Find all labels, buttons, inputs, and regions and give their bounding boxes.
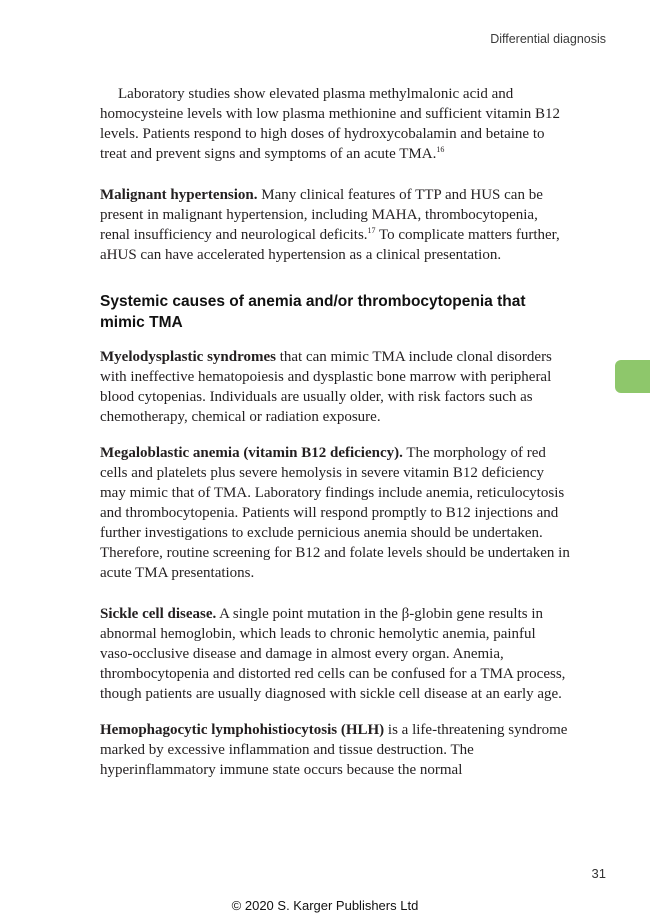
paragraph-text: The morphology of red cells and platelets plus severe hemolysis in severe vitamin B12 deficiency may mimic that of TMA. Laboratory findings include anemia, reticulocytosis and thrombocytopenia. Patients will respond promptly to B12 injections and further investigations to exclude pernicious anemia should be undertaken. Therefore, routine screening for B12 and folate levels should be undertaken in acute TMA presentations. [100,445,570,581]
paragraph-lead-term: Myelodysplastic syndromes [100,349,276,365]
copyright-notice: © 2020 S. Karger Publishers Ltd [231,898,419,913]
paragraph-text: Many clinical features of TTP and HUS can be present in malignant hypertension, including MAHA, thrombocytopenia, renal insufficiency and neurological deficits. [100,187,543,243]
paragraph-lab-studies [100,84,570,164]
paragraph-text: that can mimic TMA include clonal disorders with ineffective hematopoiesis and dysplastic bone marrow with peripheral blood cytopenias. Individuals are usually older, with risk factors such as chemotherapy, chemical or radiation exposure. [100,349,552,425]
page-number: 31 [591,866,606,881]
paragraph-megaloblastic [100,443,570,583]
paragraph-lead-term: Hemophagocytic lymphohistiocytosis (HLH) [100,722,385,738]
paragraph-lead-term: Malignant hypertension. [100,187,258,203]
paragraph-lead-term: Megaloblastic anemia (vitamin B12 deficiency). [100,445,403,461]
paragraph-text: is a life-threatening syndrome marked by excessive inflammation and tissue destruction. The hyperinflammatory immune state occurs because the normal [100,722,568,778]
section-heading: Systemic causes of anemia and/or thrombocytopenia that mimic TMA [100,293,526,331]
paragraph-sickle-cell [100,604,570,704]
paragraph-myelodysplastic [100,347,570,427]
chapter-tab-marker [615,360,650,393]
paragraph-text: Laboratory studies show elevated plasma methylmalonic acid and homocysteine levels with low plasma methionine and sufficient vitamin B12 levels. Patients respond to high doses of hydroxycobalamin and betaine to treat and prevent signs and symptoms of an acute TMA. [100,86,561,162]
page-body [100,84,570,780]
paragraph-lead-term: Sickle cell disease. [100,606,217,622]
paragraph-malignant-hypertension [100,185,570,265]
paragraph-text-continued: To complicate matters further, aHUS can have accelerated hypertension as a clinical presentation. [100,227,560,263]
paragraph-hlh [100,720,570,780]
running-header: Differential diagnosis [490,32,606,46]
paragraph-text: A single point mutation in the β-globin gene results in abnormal hemoglobin, which leads to chronic hemolytic anemia, painful vaso-occlusive disease and damage in almost every organ. Anemia, thrombocytopenia and distorted red cells can be confused for a TMA process, though patients are usually diagnosed with sickle cell disease at an early age. [100,606,566,702]
reference-superscript: 17 [367,226,376,235]
reference-superscript: 16 [436,145,445,154]
